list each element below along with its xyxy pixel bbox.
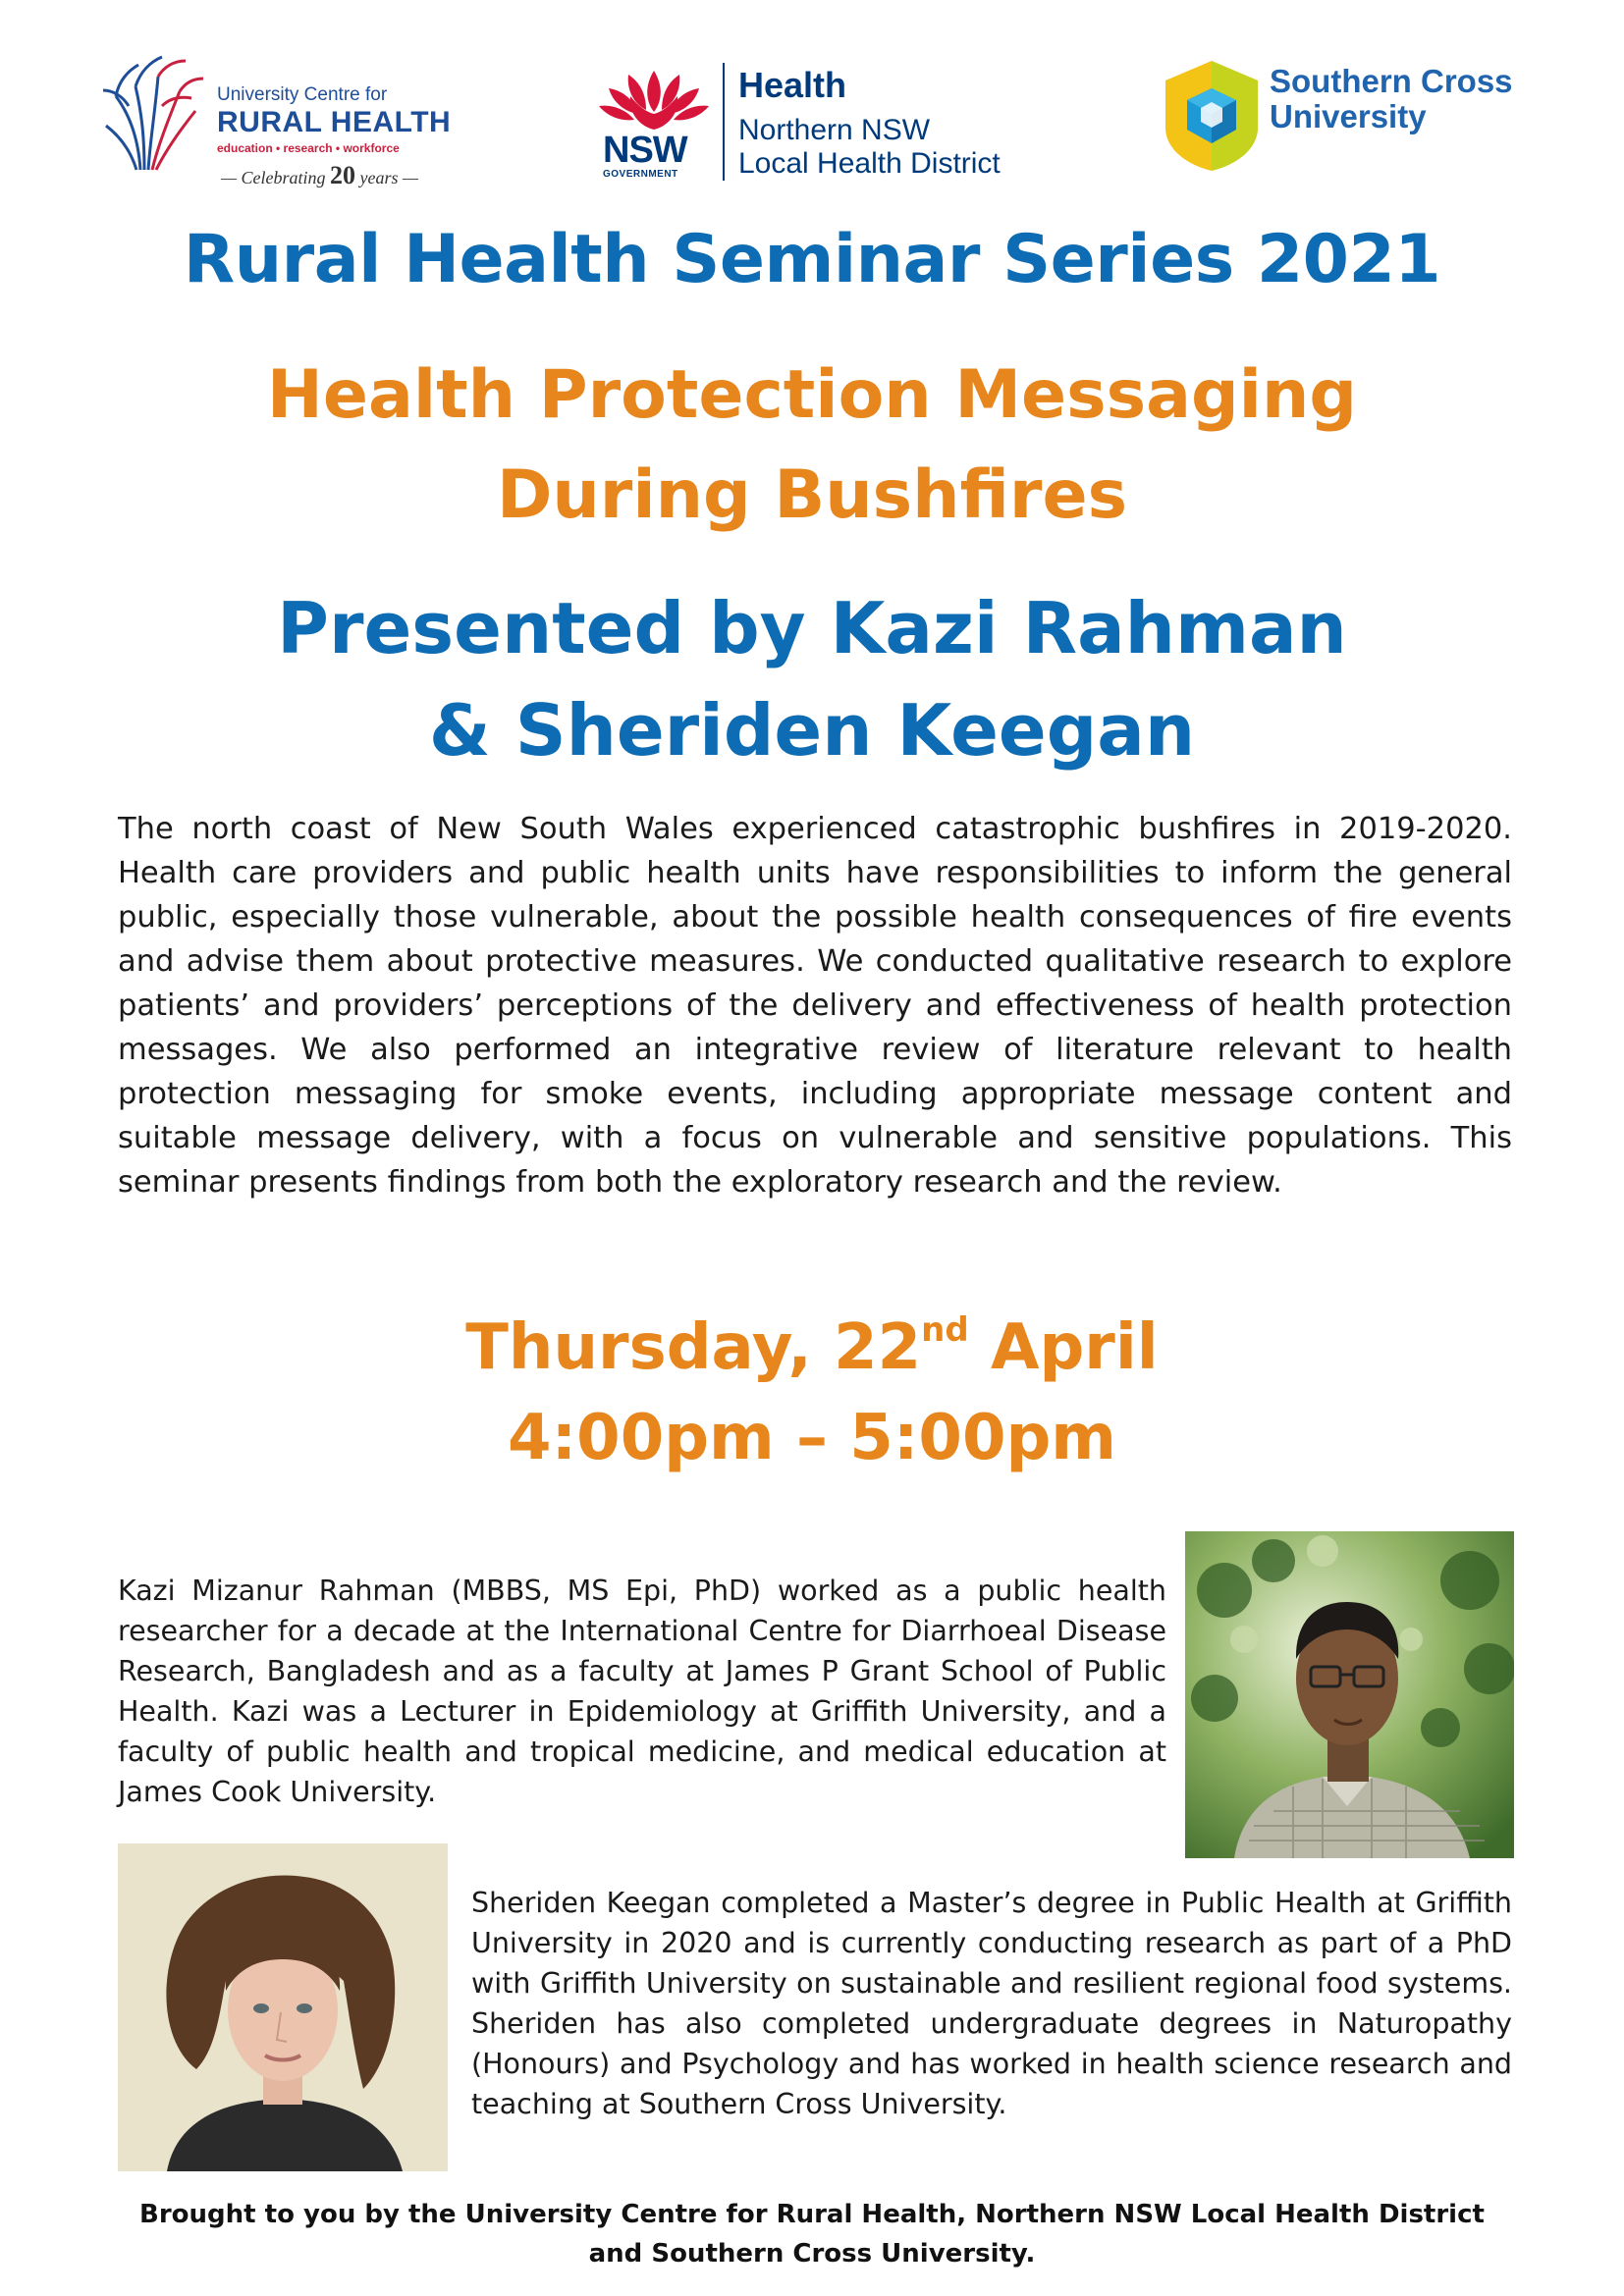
date-ordinal-suffix: nd — [921, 1310, 969, 1350]
scu-logo — [1162, 59, 1535, 177]
nsw-district-line1: Northern NSW — [738, 114, 931, 146]
nsw-health-label: Health — [738, 65, 847, 105]
nsw-government-label: GOVERNMENT — [603, 169, 678, 180]
scu-shield-icon — [1162, 59, 1262, 173]
footer-credits — [0, 2195, 1624, 2273]
topic-line2: During Bushfires — [496, 456, 1128, 534]
ucrh-logo-line2: RURAL HEALTH — [217, 106, 452, 138]
kazi-portrait-illustration — [1185, 1531, 1514, 1858]
seminar-topic-title — [0, 346, 1624, 546]
nsw-district-line2: Local Health District — [738, 147, 1001, 180]
presenters-line1: Presented by Kazi Rahman — [277, 587, 1347, 669]
ucrh-logo-line1: University Centre for — [217, 84, 388, 105]
footer-line1: Brought to you by the University Centre for Rural Health, Northern NSW Local Health District — [139, 2200, 1485, 2229]
sheriden-portrait-illustration — [118, 1843, 448, 2171]
topic-line1: Health Protection Messaging — [266, 356, 1358, 434]
ucrh-logo-tagline: education • research • workforce — [217, 141, 400, 155]
seminar-abstract: The north coast of New South Wales experienced catastrophic bushfires in 2019-2020. Health care providers and public health units have responsibilities to inform the general public, especially those vulnerable, about the possible health consequences of fire events and advise them about protective measures. We conducted qualitative research to explore patients’ and providers’ perceptions of the delivery and effectiveness of health protection messages. We also performed an integrative review of literature relevant to health protection messaging for smoke events, including appropriate message content and suitable message delivery, with a focus on vulnerable and sensitive populations. This seminar presents findings from both the exploratory research and the review. — [118, 812, 1512, 1200]
event-time: 4:00pm – 5:00pm — [508, 1402, 1116, 1474]
scu-logo-line2: University — [1270, 98, 1427, 134]
seminar-series-title: Rural Health Seminar Series 2021 — [183, 221, 1441, 298]
ucrh-logo — [101, 47, 474, 194]
nsw-wordmark: NSW — [603, 130, 687, 171]
sheriden-keegan-photo — [118, 1843, 448, 2171]
scu-logo-line1: Southern Cross — [1270, 63, 1513, 99]
event-date: Thursday, 22nd April — [465, 1310, 1159, 1384]
presenters-heading — [0, 577, 1624, 781]
ucrh-logo-celebrating: — Celebrating 20 years — — [221, 161, 418, 189]
kazi-rahman-photo — [1185, 1531, 1514, 1858]
sheriden-keegan-bio: Sheriden Keegan completed a Master’s degree in Public Health at Griffith University in 2020 and is currently conducting research as part of a PhD with Griffith University on sustainable and resilient regional food systems. Sheriden has also completed undergraduate degrees in Naturopathy (Honours) and Psychology and has worked in health science research and teaching at Southern Cross University. — [471, 1887, 1512, 2120]
kazi-rahman-bio: Kazi Mizanur Rahman (MBBS, MS Epi, PhD) worked as a public health researcher for a decade at the International Centre for Diarrhoeal Disease Research, Bangladesh and as a faculty at James P Grant School of Public Health. Kazi was a Lecturer in Epidemiology at Griffith University, and a faculty of public health and tropical medicine, and medical education at James Cook University. — [118, 1575, 1166, 1808]
presenters-line2: & Sheriden Keegan — [428, 689, 1196, 772]
nsw-health-logo — [595, 57, 1037, 185]
nsw-logo-divider — [723, 63, 725, 181]
waratah-flower-icon — [595, 57, 713, 135]
footer-line2: and Southern Cross University. — [588, 2239, 1036, 2269]
ucrh-tree-emblem-icon — [101, 47, 209, 175]
